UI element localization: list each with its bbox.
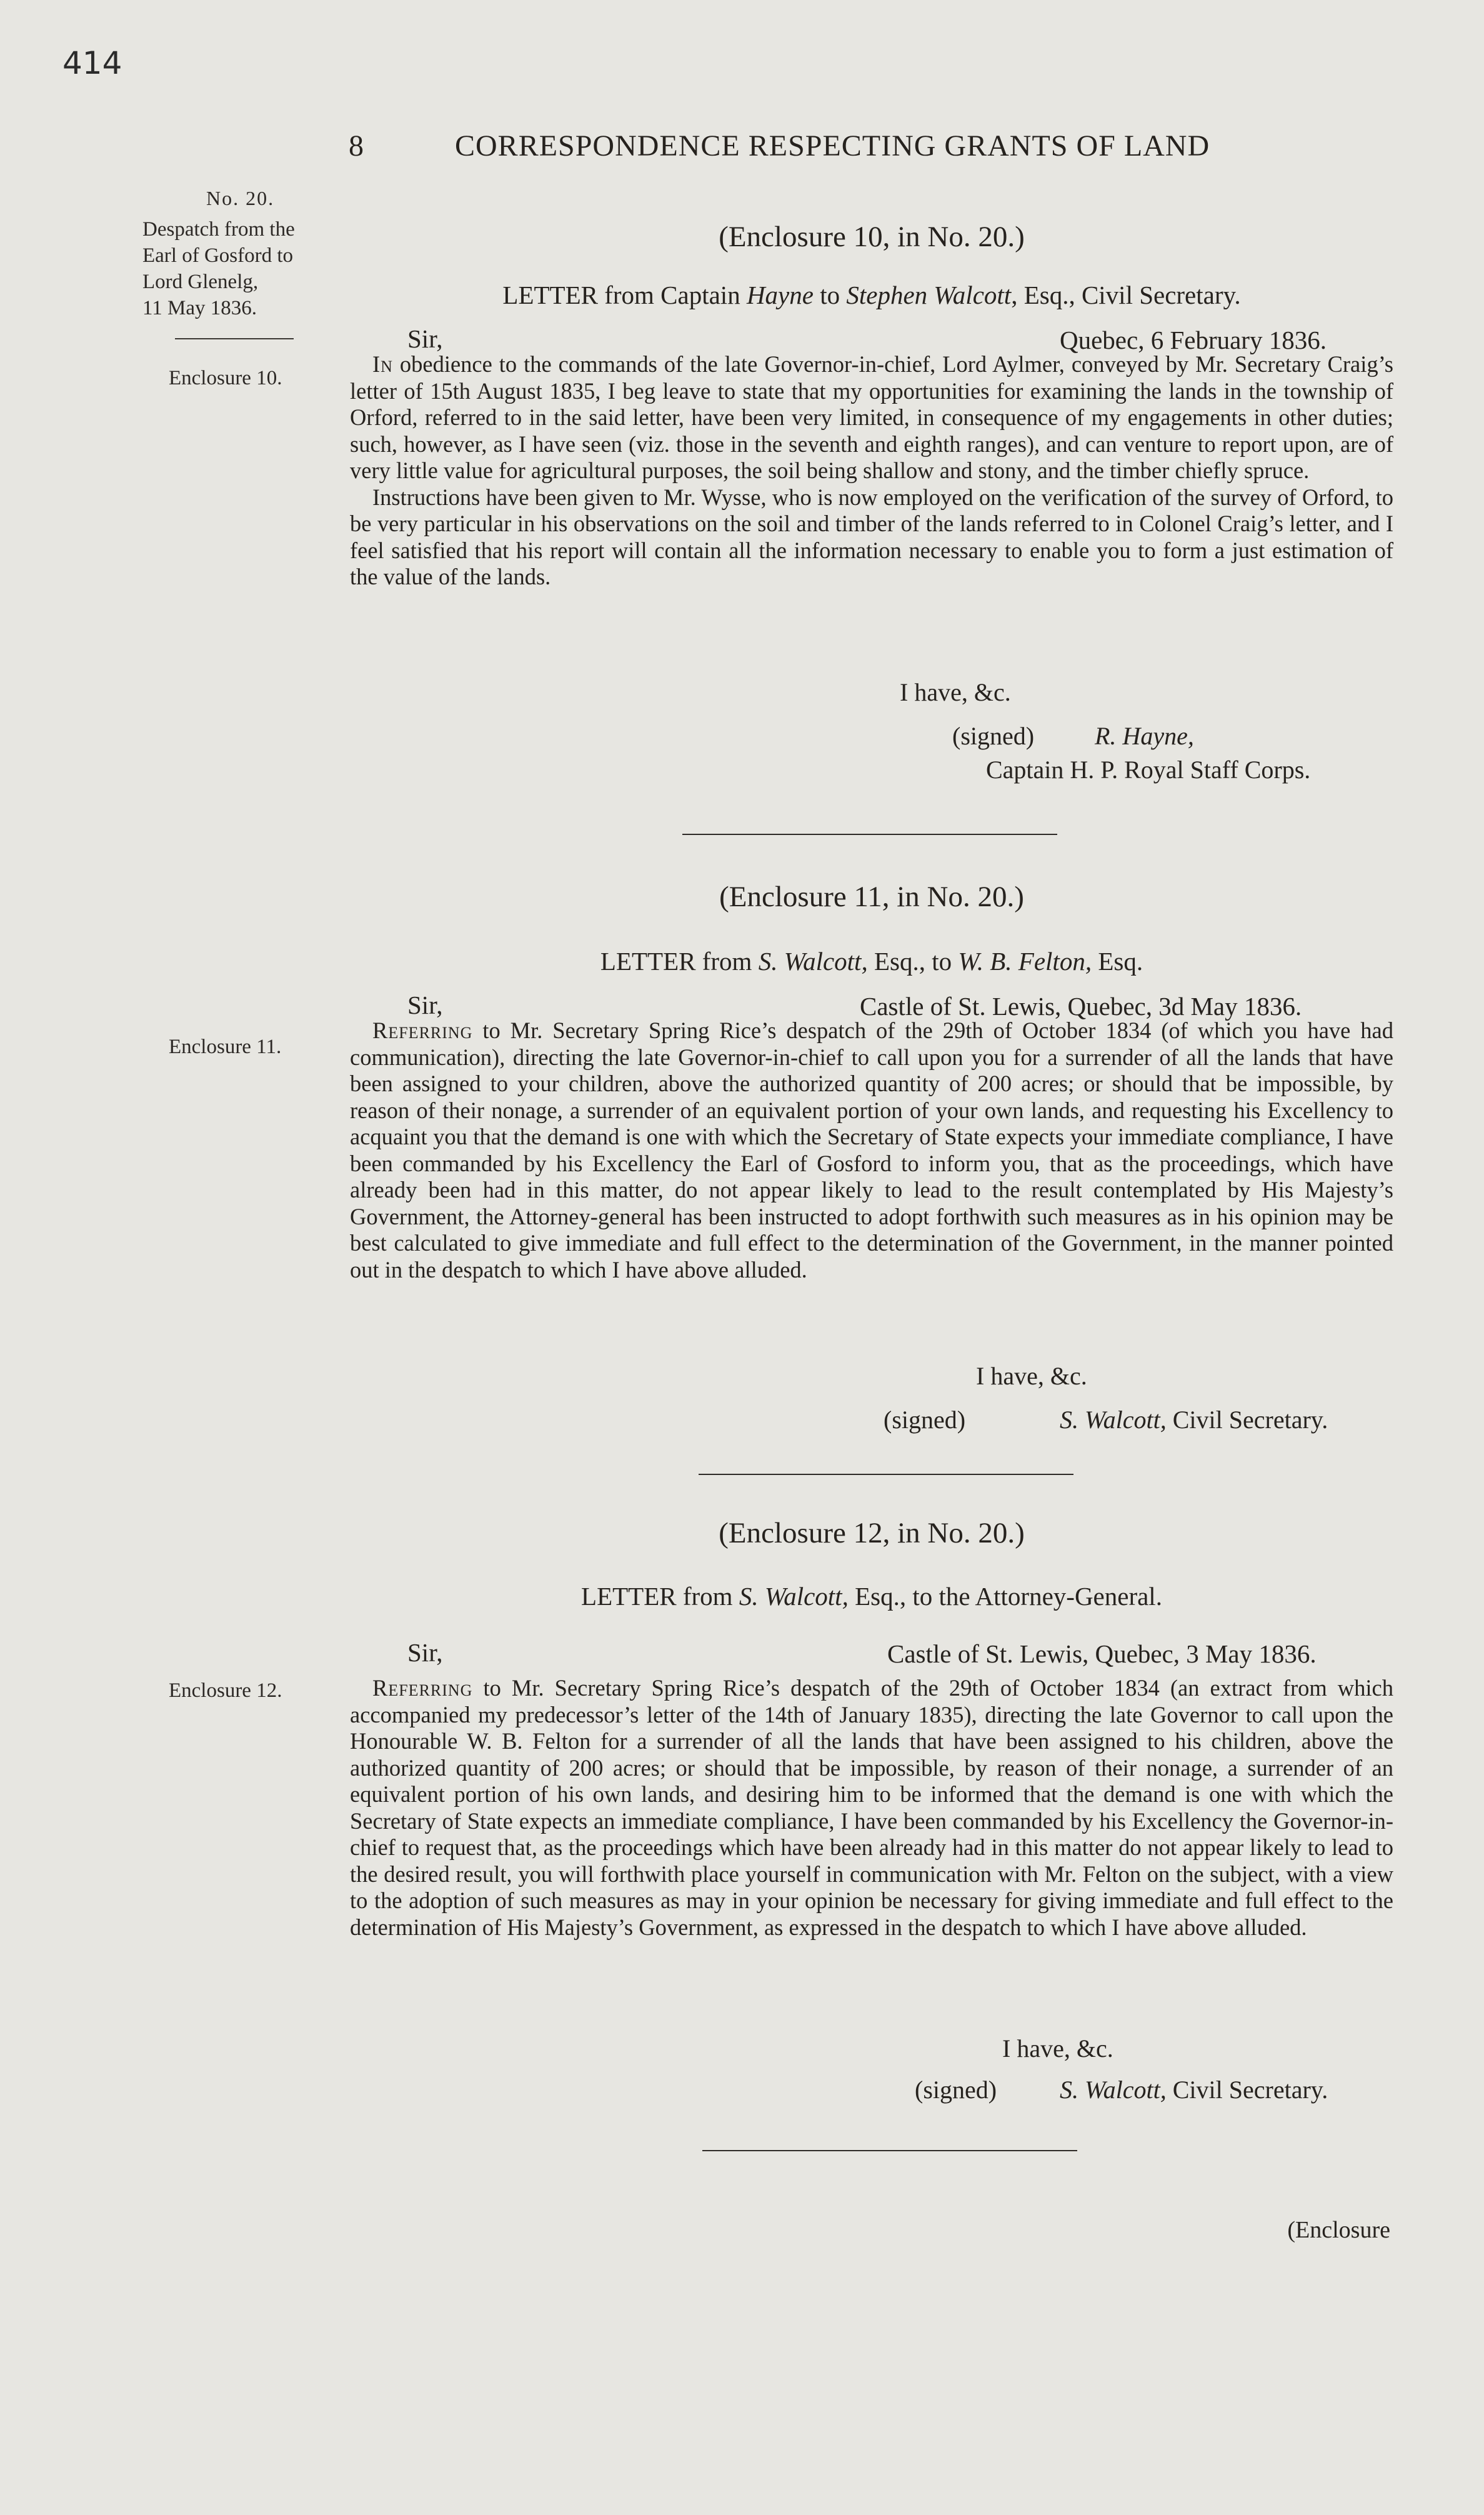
margin-despatch-line: Despatch from the	[142, 218, 295, 241]
margin-despatch-line: 11 May 1836.	[142, 297, 257, 319]
header-title: CORRESPONDENCE RESPECTING GRANTS OF LAND	[455, 129, 1210, 162]
enclosure-12-letter-title	[350, 1581, 1393, 1611]
enclosure-12-body	[350, 1675, 1393, 1941]
enclosure-12-paragraph	[350, 1675, 1393, 1941]
margin-enclosure-10: Enclosure 10.	[169, 367, 282, 389]
enclosure-12-signed: (signed)	[915, 2076, 997, 2104]
enclosure-11-body	[350, 1018, 1393, 1283]
running-header	[349, 129, 1286, 163]
enclosure-11-heading: (Enclosure 11, in No. 20.)	[719, 881, 1024, 913]
signer-name: R. Hayne,	[1095, 722, 1194, 750]
margin-despatch-line: Lord Glenelg,	[142, 271, 259, 293]
lead-word: Referring	[372, 1018, 473, 1043]
enclosure-10-signer-title: Captain H. P. Royal Staff Corps.	[986, 756, 1311, 784]
enclosure-10-signer	[1095, 721, 1194, 751]
header-page-number: 8	[349, 129, 364, 162]
enclosure-11-signed: (signed)	[884, 1406, 966, 1434]
enclosure-11-signer	[1060, 1405, 1328, 1434]
enclosure-10-paragraph	[350, 351, 1393, 484]
margin-no: No. 20.	[206, 187, 275, 209]
title-to: Stephen Walcott	[846, 281, 1012, 309]
margin-despatch-line: Earl of Gosford to	[142, 244, 294, 267]
signer-name: S. Walcott,	[1060, 2076, 1167, 2104]
enclosure-11-letter-title	[350, 946, 1393, 976]
enclosure-10-body	[350, 351, 1393, 591]
title-text: LETTER from	[600, 947, 759, 976]
enclosure-12-signer	[1060, 2075, 1328, 2104]
margin-divider	[175, 338, 294, 339]
enclosure-12-salutation: Sir,	[407, 1638, 443, 1667]
title-from: S. Walcott,	[739, 1582, 849, 1611]
enclosure-11-paragraph	[350, 1018, 1393, 1283]
enclosure-11-closing: I have, &c.	[976, 1362, 1087, 1390]
enclosure-12-place-date: Castle of St. Lewis, Quebec, 3 May 1836.	[887, 1639, 1317, 1668]
signer-title: Civil Secretary.	[1166, 2076, 1328, 2104]
title-text: Esq., to the Attorney-General.	[848, 1582, 1162, 1611]
title-text: Esq., to	[867, 947, 959, 976]
section-divider	[699, 1474, 1073, 1475]
enclosure-11-place-date: Castle of St. Lewis, Quebec, 3d May 1836.	[860, 992, 1302, 1021]
enclosure-10-signed: (signed)	[952, 722, 1035, 750]
enclosure-12-closing: I have, &c.	[1002, 2034, 1113, 2062]
title-text: , Esq., Civil Secretary.	[1011, 281, 1241, 309]
title-from: S. Walcott,	[758, 947, 868, 976]
enclosure-10-salutation: Sir,	[407, 324, 443, 353]
lead-word: In	[372, 351, 393, 377]
section-divider	[702, 2150, 1077, 2151]
title-text: to	[813, 281, 847, 309]
paragraph-text: obedience to the commands of the late Governor-in-chief, Lord Aylmer, conveyed by Mr. Secretary Craig’s letter of 15th August 1835, I beg leave to state that my opportunities for examining the lands in the township of Orford, referred to in the said letter, have been very limited, in consequence of my engagements in other duties; such, however, as I have seen (viz. those in the seventh and eighth ranges), and can venture to report upon, are of very little value for agricultural purposes, the soil being shallow and stony, and the timber chiefly spruce.	[350, 351, 1393, 483]
title-to: W. B. Felton,	[958, 947, 1092, 976]
enclosure-10-closing: I have, &c.	[900, 678, 1011, 706]
page-number: 414	[62, 45, 122, 81]
title-text: LETTER from	[581, 1582, 739, 1611]
enclosure-10-heading: (Enclosure 10, in No. 20.)	[719, 221, 1025, 253]
signer-name: S. Walcott,	[1060, 1406, 1167, 1434]
enclosure-10-letter-title	[350, 280, 1393, 310]
margin-despatch-note	[142, 216, 349, 321]
paragraph-text: to Mr. Secretary Spring Rice’s despatch of the 29th of October 1834 (of which you have had communication), directing the late Governor-in-chief to call upon you for a surrender of all the lands that have been assigned to your children, above the authorized quantity of 200 acres; or should that be impossible, by reason of their nonage, a surrender of an equivalent portion of your own lands, and requesting his Excellency to acquaint you that the demand is one with which the Secretary of State expects your immediate compliance, I have been commanded by his Excellency the Earl of Gosford to inform you, that as the proceedings, which have already been had in this matter, do not appear likely to lead to the result contemplated by His Majesty’s Government, the Attorney-general has been instructed to adopt forthwith such measures as in his opinion may be best calculated to give immediate and full effect to the determination of the Government, in the manner pointed out in the despatch to which I have above alluded.	[350, 1018, 1393, 1282]
enclosure-10-place-date: Quebec, 6 February 1836.	[1060, 326, 1327, 354]
title-text: LETTER from Captain	[502, 281, 747, 309]
margin-enclosure-11: Enclosure 11.	[169, 1036, 282, 1058]
title-from: Hayne	[746, 281, 814, 309]
enclosure-10-paragraph: Instructions have been given to Mr. Wysse, who is now employed on the verification of the survey of Orford, to be very particular in his observations on the soil and timber of the lands referred to in Colonel Craig’s letter, and I feel satisfied that his report will contain all the information necessary to enable you to form a just estimation of the value of the lands.	[350, 484, 1393, 589]
margin-enclosure-12: Enclosure 12.	[169, 1679, 282, 1702]
section-divider	[682, 834, 1057, 835]
lead-word: Referring	[372, 1675, 473, 1701]
signer-title: Civil Secretary.	[1166, 1406, 1328, 1434]
enclosure-12-heading: (Enclosure 12, in No. 20.)	[719, 1517, 1025, 1549]
catchword: (Enclosure	[1287, 2217, 1390, 2243]
enclosure-11-salutation: Sir,	[407, 991, 443, 1019]
paragraph-text: to Mr. Secretary Spring Rice’s despatch of the 29th of October 1834 (an extract from which accompanied my predecessor’s letter of the 14th of January 1835), directing the late Governor to call upon the Honourable W. B. Felton for a surrender of all the lands that have been assigned to his children, above the authorized quantity of 200 acres; or should that be impossible, by reason of their nonage, a surrender of an equivalent portion of his own lands, and desiring him to be informed that the demand is one with which the Secretary of State expects an immediate compliance, I have been commanded by his Excellency the Governor-in-chief to request that, as the proceedings which have been already had in this matter do not appear likely to lead to the desired result, you will forthwith place yourself in communication with Mr. Felton on the subject, with a view to the adoption of such measures as may in your opinion be necessary for giving immediate and full effect to the determination of His Majesty’s Government, as expressed in the despatch to which I have above alluded.	[350, 1675, 1393, 1940]
title-text: Esq.	[1092, 947, 1143, 976]
